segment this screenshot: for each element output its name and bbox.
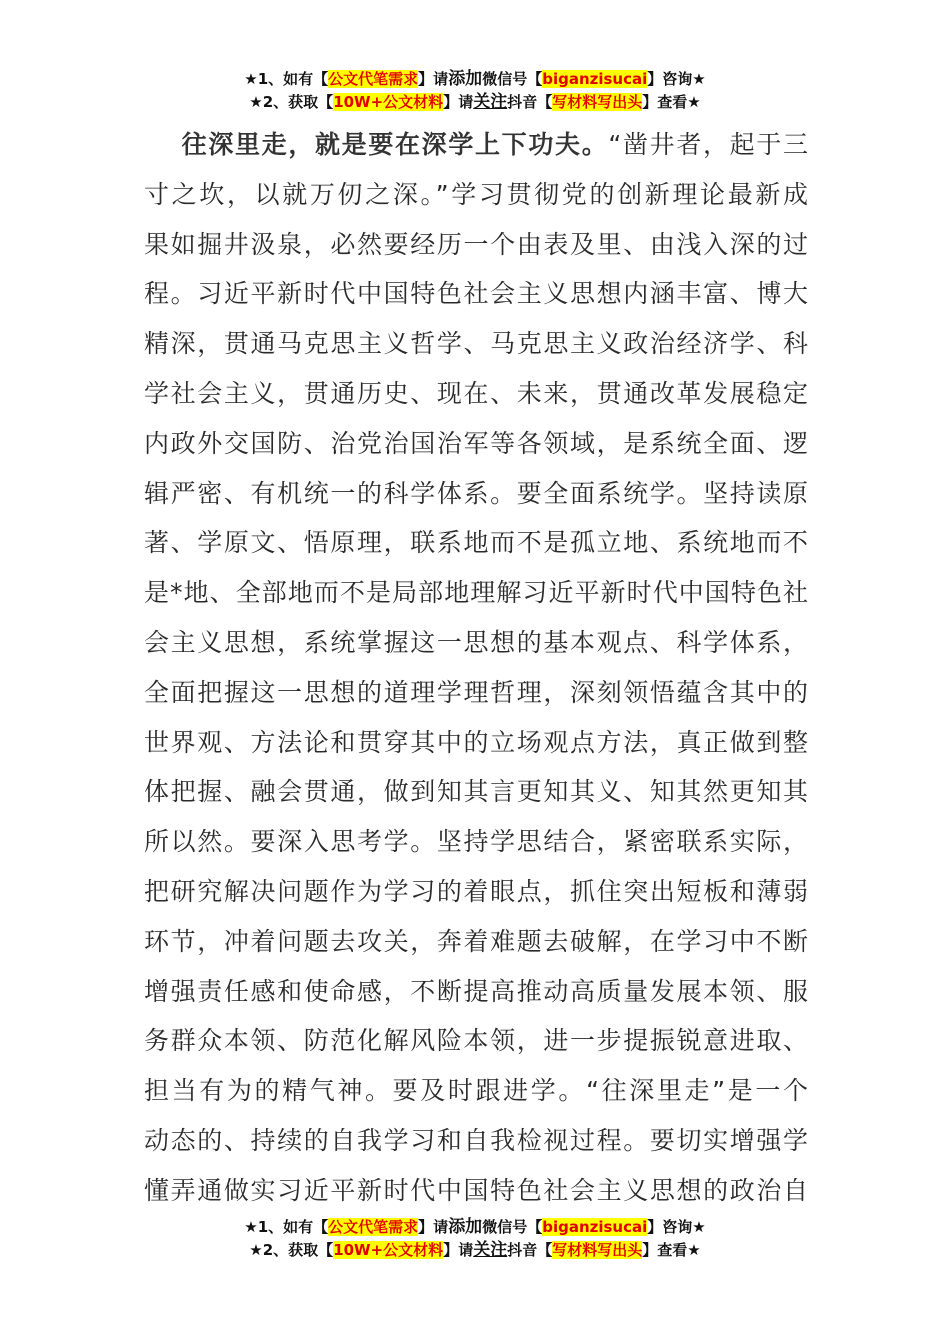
body-line-12: 全面把握这一思想的道理学理哲理，深刻领悟蕴含其中的 (144, 677, 808, 707)
body-line-18: 增强责任感和使命感，不断提高推动高质量发展本领、服 (144, 976, 808, 1006)
header-line2-highlight-douyin: 写材料写出头 (552, 93, 643, 111)
footer-line2-mid2: 抖音【 (507, 1241, 553, 1259)
footer-banner (0, 1216, 950, 1262)
header-line2-emph: 关注 (473, 92, 508, 112)
body-line-14: 体把握、融会贯通，做到知其言更知其义、知其然更知其 (144, 777, 808, 807)
header-banner-line-2 (0, 91, 950, 114)
footer-line2-prefix: ★2、获取【 (249, 1241, 334, 1259)
header-line2-highlight-materials: 10W+公文材料 (333, 93, 444, 111)
header-line2-prefix: ★2、获取【 (249, 93, 334, 111)
header-line2-suffix: 】查看★ (642, 93, 701, 111)
body-line-1-text: “凿井者，起于三 (608, 130, 808, 159)
footer-line2-highlight-douyin: 写材料写出头 (552, 1241, 643, 1259)
header-line1-prefix: ★1、如有【 (244, 70, 329, 88)
body-line-11: 会主义思想，系统掌握这一思想的基本观点、科学体系， (144, 627, 808, 657)
body-line-5: 精深，贯通马克思主义哲学、马克思主义政治经济学、科 (144, 329, 808, 359)
footer-line2-suffix: 】查看★ (642, 1241, 701, 1259)
footer-line1-mid2: 微信号【 (482, 1218, 543, 1236)
body-line-13: 世界观、方法论和贯穿其中的立场观点方法，真正做到整 (144, 727, 808, 757)
body-line-4: 程。习近平新时代中国特色社会主义思想内涵丰富、博大 (144, 279, 808, 309)
header-line2-mid1: 】请 (443, 93, 474, 111)
footer-line1-prefix: ★1、如有【 (244, 1218, 329, 1236)
footer-line1-highlight-wechat: biganzisucai (542, 1218, 648, 1236)
body-line-9: 著、学原文、悟原理，联系地而不是孤立地、系统地而不 (144, 528, 808, 558)
footer-banner-line-1 (0, 1216, 950, 1239)
body-line-17: 环节，冲着问题去攻关，奔着难题去破解，在学习中不断 (144, 926, 808, 956)
footer-line2-mid1: 】请 (443, 1241, 474, 1259)
body-line-1 (144, 120, 808, 170)
body-line-6: 学社会主义，贯通历史、现在、未来，贯通改革发展稳定 (144, 378, 808, 408)
header-line1-highlight-wechat: biganzisucai (542, 70, 648, 88)
header-banner-line-1 (0, 68, 950, 91)
body-line-15: 所以然。要深入思考学。坚持学思结合，紧密联系实际， (144, 827, 808, 857)
body-line-10: 是*地、全部地而不是局部地理解习近平新时代中国特色社 (144, 578, 808, 608)
header-line1-mid1: 】请 (418, 70, 449, 88)
paragraph-lead-bold: 往深里走，就是要在深学上下功夫。 (180, 130, 609, 159)
header-line2-mid2: 抖音【 (507, 93, 553, 111)
footer-line1-emph: 添加 (448, 1217, 483, 1237)
footer-line2-emph: 关注 (473, 1240, 508, 1260)
body-line-3: 果如掘井汲泉，必然要经历一个由表及里、由浅入深的过 (144, 229, 808, 259)
body-line-8: 辑严密、有机统一的科学体系。要全面系统学。坚持读原 (144, 478, 808, 508)
header-line1-mid2: 微信号【 (482, 70, 543, 88)
body-line-7: 内政外交国防、治党治国治军等各领域，是系统全面、逻 (144, 428, 808, 458)
header-banner (0, 68, 950, 114)
header-line1-suffix: 】咨询★ (647, 70, 706, 88)
footer-line1-highlight-service: 公文代笔需求 (328, 1218, 419, 1236)
body-line-20: 担当有为的精气神。要及时跟进学。“往深里走”是一个 (144, 1076, 808, 1106)
footer-line2-highlight-materials: 10W+公文材料 (333, 1241, 444, 1259)
footer-banner-line-2 (0, 1239, 950, 1262)
body-line-22: 懂弄通做实习近平新时代中国特色社会主义思想的政治自 (144, 1175, 808, 1205)
body-line-2: 寸之坎，以就万仞之深。”学习贯彻党的创新理论最新成 (144, 179, 808, 209)
body-line-21: 动态的、持续的自我学习和自我检视过程。要切实增强学 (144, 1125, 808, 1155)
body-line-16: 把研究解决问题作为学习的着眼点，抓住突出短板和薄弱 (144, 876, 808, 906)
body-line-19: 务群众本领、防范化解风险本领，进一步提振锐意进取、 (144, 1026, 808, 1056)
document-body (144, 120, 808, 1216)
footer-line1-mid1: 】请 (418, 1218, 449, 1236)
header-line1-emph: 添加 (448, 69, 483, 89)
footer-line1-suffix: 】咨询★ (647, 1218, 706, 1236)
header-line1-highlight-service: 公文代笔需求 (328, 70, 419, 88)
